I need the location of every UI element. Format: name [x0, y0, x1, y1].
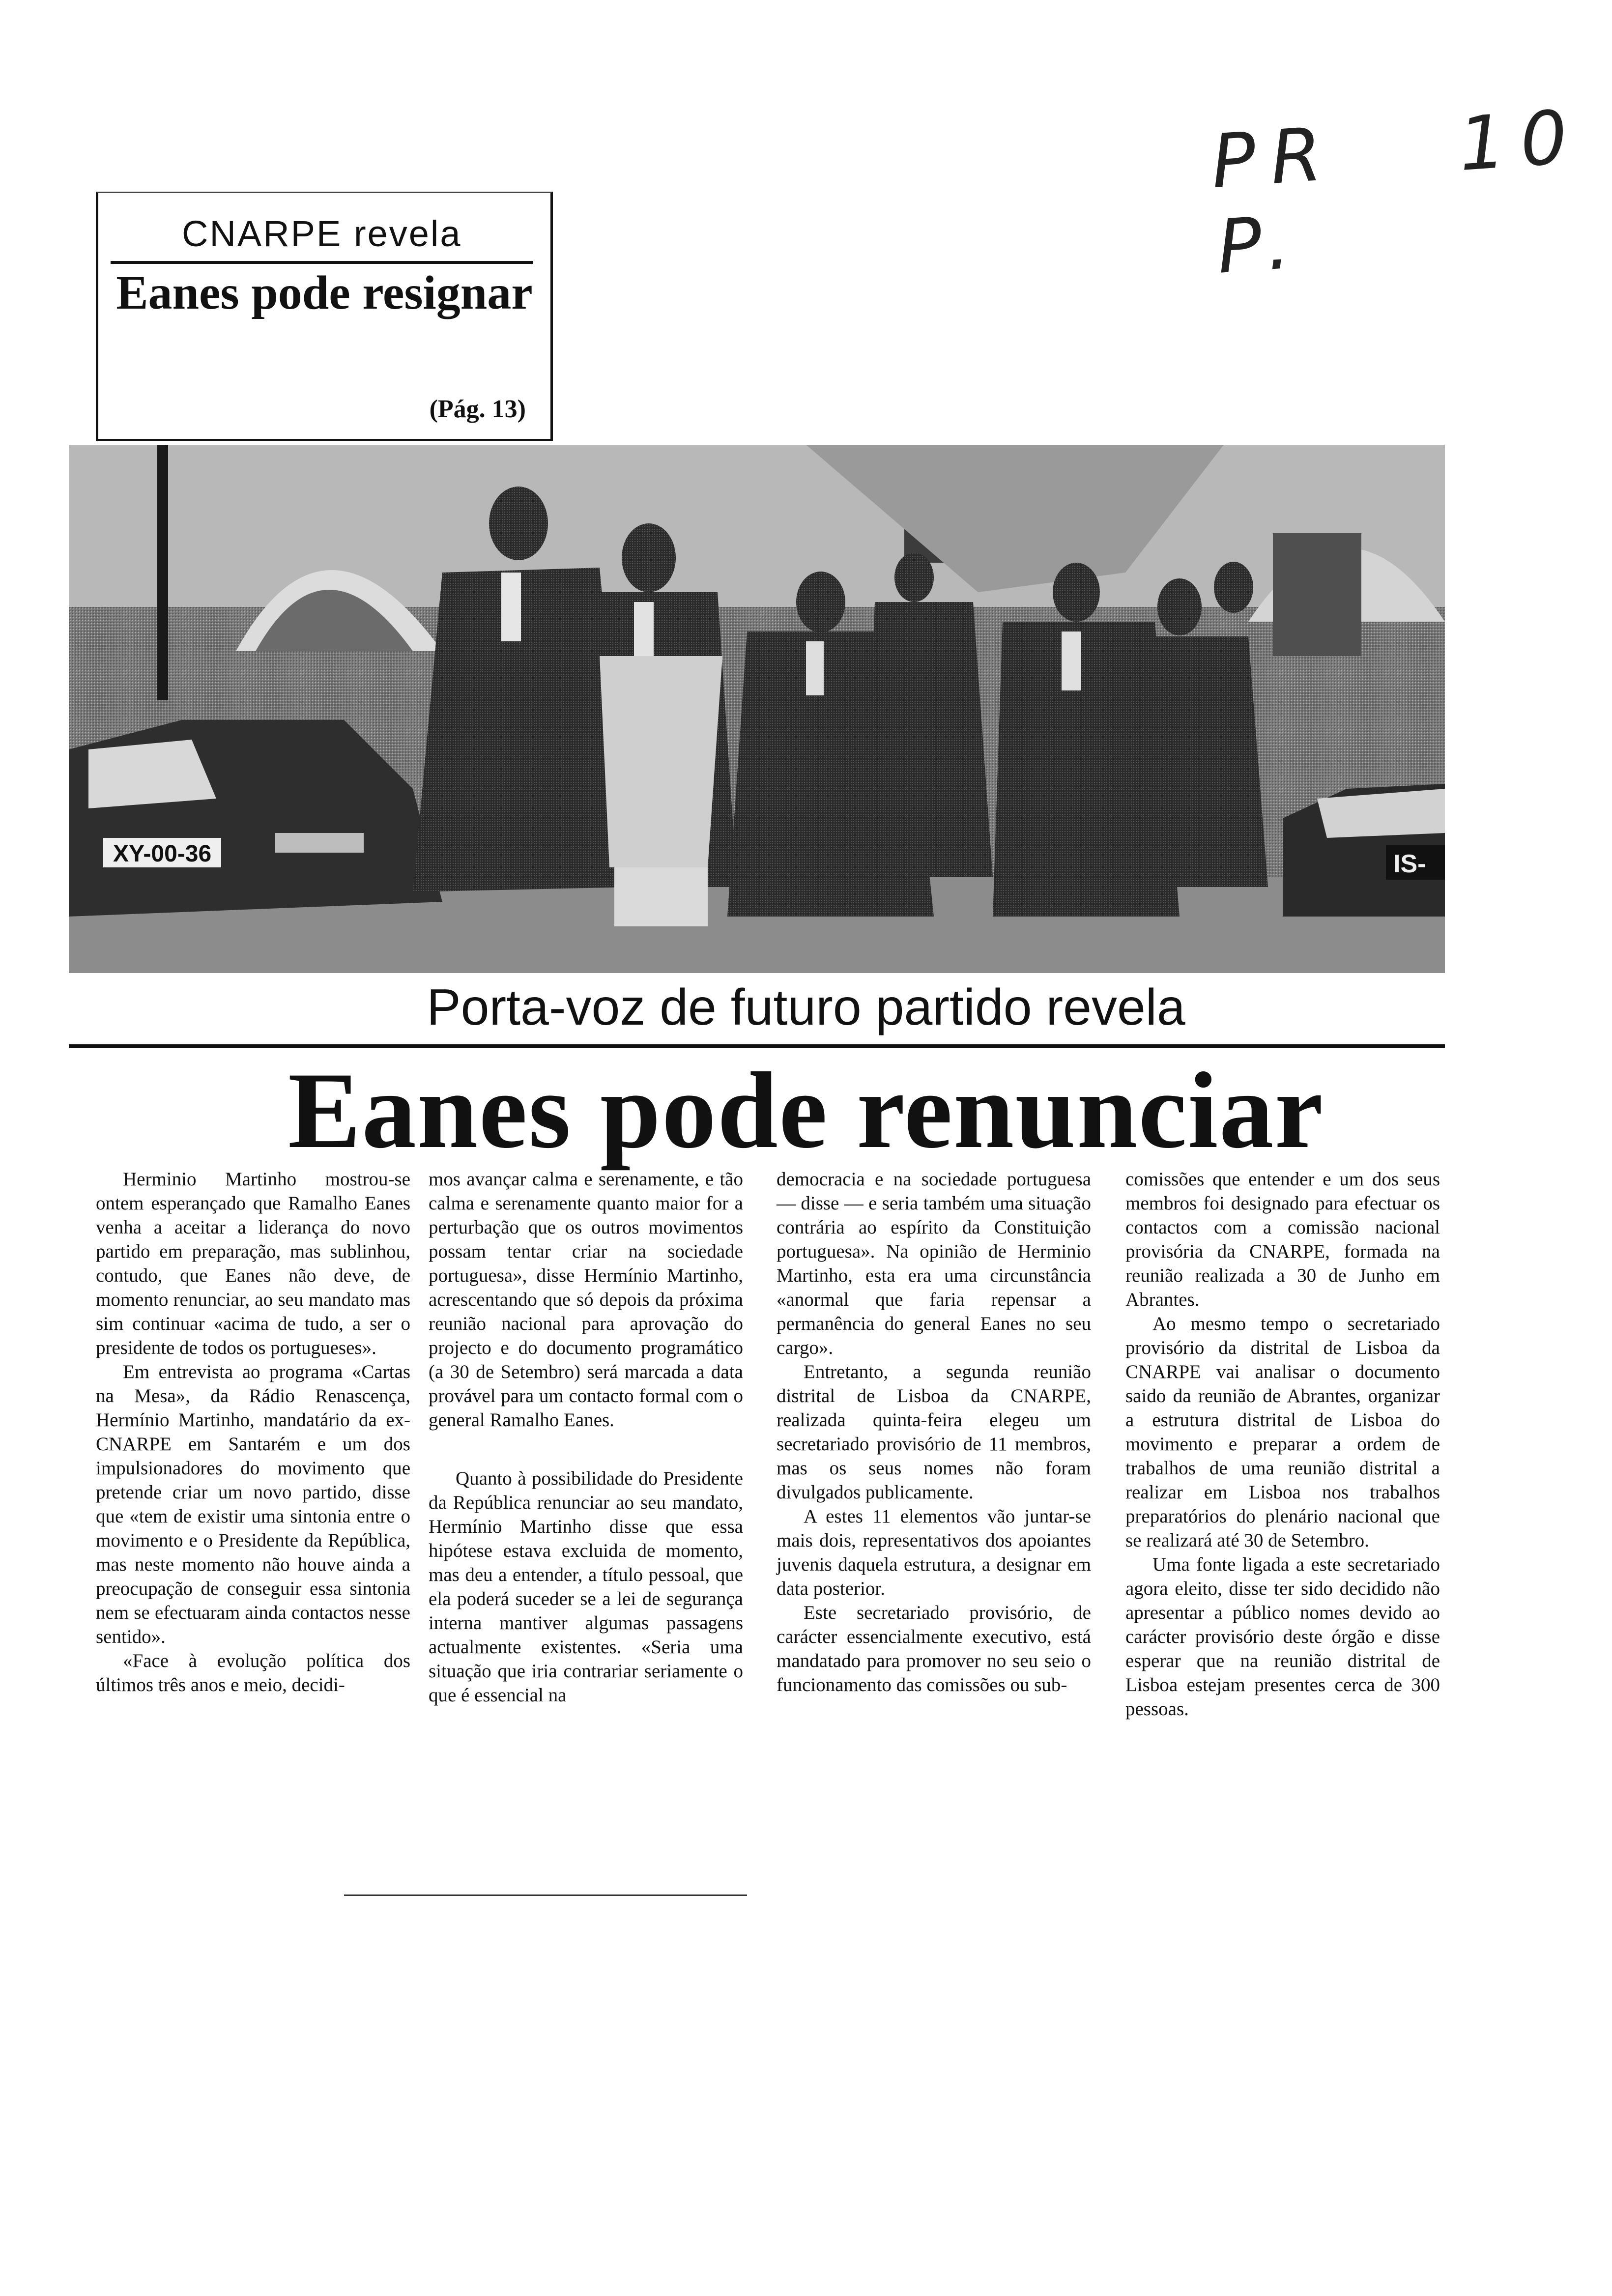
article-headline: Eanes pode renunciar — [288, 1050, 1324, 1171]
article-paragraph: mos avançar calma e serenamente, e tão calma e serenamente quanto maior for a perturbação que os outros movimentos possam tentar criar na sociedade portuguesa», disse Hermínio Martinho, acrescentando que só depois da próxima reunião nacional para aprovação do projecto e do documento programático (a 30 de Setembro) será marcada a data provável para um contacto formal com o general Ramalho Eanes. — [429, 1169, 743, 1431]
article-paragraph: Entretanto, a segunda reunião distrital de Lisboa da CNARPE, realizada quinta-feira elegeu um secretariado provisório de 11 membros, mas os seus nomes não foram divulgados publicamente. — [777, 1361, 1091, 1503]
plate-left: XY-00-36 — [113, 841, 212, 867]
article-paragraph: Este secretariado provisório, de carácter essencialmente executivo, está mandatado para promover no seu seio o funcionamento das comissões ou sub- — [777, 1602, 1091, 1695]
teaser-page-reference: (Pág. 13) — [429, 395, 526, 423]
teaser-headline: Eanes pode resignar — [116, 266, 533, 319]
article-column-4 — [1125, 1167, 1440, 1721]
article-paragraph: Uma fonte ligada a este secretariado agora eleito, disse ter sido decidido não apresentar a público nomes devido ao carácter provisório deste órgão e disse esperar que na reunião distrital de Lisboa estejam presentes cerca de 300 pessoas. — [1125, 1554, 1440, 1720]
teaser-box — [96, 192, 553, 441]
teaser-kicker: CNARPE revela — [182, 213, 462, 254]
handwritten-annotation — [1209, 92, 1612, 290]
plate-right: IS- — [1393, 850, 1426, 878]
article-paragraph: Herminio Martinho mostrou-se ontem esperançado que Ramalho Eanes venha a aceitar a liderança do novo partido em preparação, mas sublinhou, contudo, que Eanes não deve, de momento renunciar, ao seu mandato mas sim continuar «acima de tudo, a ser o presidente de todos os portugueses». — [96, 1169, 410, 1358]
article-paragraph: comissões que entender e um dos seus membros foi designado para efectuar os contactos com a comissão nacional provisória da CNARPE, formada na reunião realizada a 30 de Junho em Abrantes. — [1125, 1169, 1440, 1310]
article-kicker: Porta-voz de futuro partido revela — [427, 979, 1185, 1036]
article-column-1 — [96, 1167, 410, 1697]
handwritten-annotation-left: PR — [1208, 111, 1340, 205]
article-paragraph: democracia e na sociedade portuguesa — disse — e seria também uma situação contrária ao espírito da Constituição portuguesa». Na opinião de Herminio Martinho, esta era uma circunstância «anormal que faria repensar a permanência do general Eanes no seu cargo». — [777, 1169, 1091, 1358]
news-photo — [69, 445, 1445, 973]
article-paragraph: Ao mesmo tempo o secretariado provisório da distrital de Lisboa da CNARPE vai analisar o documento saido da reunião de Abrantes, organizar a estrutura distrital de Lisboa do movimento e preparar a ordem de trabalhos de uma reunião distrital a realizar em Lisboa nos trabalhos preparatórios do plenário nacional que se realizará até 30 de Setembro. — [1125, 1313, 1440, 1551]
article-paragraph: «Face à evolução política dos últimos três anos e meio, decidi- — [96, 1650, 410, 1695]
article-column-3 — [777, 1167, 1091, 1697]
handwritten-annotation-right: 10 P. — [1214, 93, 1585, 290]
article-paragraph: Em entrevista ao programa «Cartas na Mesa», da Rádio Renascença, Hermínio Martinho, mandatário da ex-CNARPE em Santarém e um dos impulsionadores do movimento que pretende criar um novo partido, disse que «tem de existir uma sintonia entre o movimento e o Presidente da República, mas neste momento não houve ainda a preocupação de conseguir essa sintonia nem se efectuaram ainda contactos nesse sentido». — [96, 1361, 410, 1647]
article-paragraph: A estes 11 elementos vão juntar-se mais dois, representativos dos apoiantes juvenis daquela estrutura, a designar em data posterior. — [777, 1506, 1091, 1599]
article-paragraph: Quanto à possibilidade do Presidente da República renunciar ao seu mandato, Hermínio Martinho disse que essa hipótese estava excluida de momento, mas deu a entender, a título pessoal, que ela poderá suceder se a lei de segurança interna mantiver algumas passagens actualmente existentes. «Seria uma situação que iria contrariar seriamente o que é essencial na — [429, 1468, 743, 1706]
news-photo-drawing — [69, 445, 1445, 973]
article-column-2 — [429, 1167, 743, 1707]
footer-rule — [344, 1894, 747, 1896]
headline-rule — [69, 1044, 1445, 1048]
teaser-rule — [111, 261, 533, 264]
